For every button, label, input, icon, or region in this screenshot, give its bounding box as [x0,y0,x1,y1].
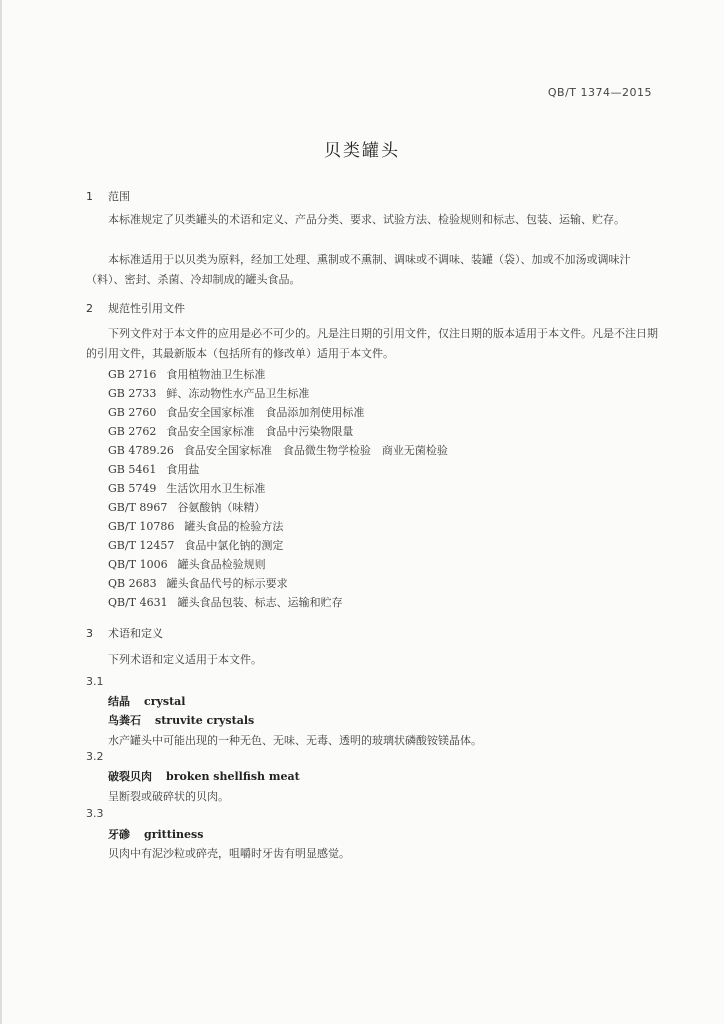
paragraph: 下列文件对于本文件的应用是必不可少的。凡是注日期的引用文件，仅注日期的版本适用于本文件。凡是不注日期的引用文件，其最新版本（包括所有的修改单）适用于本文件。 [86,327,658,360]
section-1-heading [86,188,130,204]
reference-title: 罐头食品检验规则 [177,558,266,571]
reference-title: 食用植物油卫生标准 [166,368,266,381]
reference-code: GB 2762 [108,425,157,438]
reference-item [108,499,265,515]
reference-item [108,556,266,572]
reference-title: 食品安全国家标准 食品微生物学检验 商业无菌检验 [183,444,448,457]
reference-title: 罐头食品代号的标示要求 [166,577,288,590]
section-title: 术语和定义 [108,627,163,640]
reference-title: 食品安全国家标准 食品中污染物限量 [166,425,354,438]
reference-code: GB 2733 [108,387,157,400]
reference-code: GB/T 8967 [108,501,168,514]
reference-title: 食品中氯化钠的测定 [184,539,284,552]
reference-item [108,594,343,610]
term-heading [108,693,185,709]
term-en: struvite crystals [155,714,255,727]
standard-code: QB/T 1374—2015 [547,86,652,99]
paragraph: 本标准适用于以贝类为原料，经加工处理、熏制或不熏制、调味或不调味、装罐（袋）、加或不加汤或调味汁（料）、密封、杀菌、冷却制成的罐头食品。 [86,253,631,286]
reference-item [108,442,448,458]
term-zh: 破裂贝肉 [108,770,152,783]
reference-item [108,575,288,591]
section-title: 范围 [108,190,130,203]
term-heading [108,768,300,784]
reference-code: QB 2683 [108,577,157,590]
term-zh: 牙碜 [108,828,130,841]
reference-title: 生活饮用水卫生标准 [166,482,266,495]
paragraph: 本标准规定了贝类罐头的术语和定义、产品分类、要求、试验方法、检验规则和标志、包装、运输、贮存。 [108,213,625,226]
section-number: 2 [86,302,93,315]
reference-code: QB/T 1006 [108,558,168,571]
reference-title: 食用盐 [166,463,200,476]
term-en: crystal [144,695,186,708]
reference-code: GB/T 12457 [108,539,175,552]
term-en: grittiness [144,828,204,841]
reference-title: 食品安全国家标准 食品添加剂使用标准 [166,406,365,419]
reference-item [108,423,353,439]
reference-code: GB 2760 [108,406,157,419]
term-heading [108,826,203,842]
term-zh: 鸟粪石 [108,714,141,727]
term-definition: 呈断裂或破碎状的贝肉。 [108,790,229,803]
term-en: broken shellfish meat [166,770,300,783]
term-definition: 贝肉中有泥沙粒或碎壳，咀嚼时牙齿有明显感觉。 [108,847,350,860]
term-number: 3.1 [86,675,104,688]
reference-title: 鲜、冻动物性水产品卫生标准 [166,387,310,400]
reference-code: GB 4789.26 [108,444,174,457]
reference-item [108,385,309,401]
reference-item [108,537,283,553]
reference-code: QB/T 4631 [108,596,168,609]
reference-item [108,404,364,420]
reference-title: 谷氨酸钠（味精） [177,501,266,514]
reference-title: 罐头食品的检验方法 [184,520,284,533]
term-zh: 结晶 [108,695,130,708]
section-number: 3 [86,627,93,640]
reference-code: GB/T 10786 [108,520,175,533]
section-title: 规范性引用文件 [108,302,185,315]
term-number: 3.3 [86,807,104,820]
reference-code: GB 2716 [108,368,157,381]
reference-item [108,480,265,496]
reference-item [108,366,265,382]
reference-code: GB 5461 [108,463,157,476]
reference-title: 罐头食品包装、标志、运输和贮存 [177,596,343,609]
section-2-heading [86,300,185,316]
reference-item [108,518,283,534]
term-definition: 水产罐头中可能出现的一种无色、无味、无毒、透明的玻璃状磷酸铵镁晶体。 [108,734,482,747]
page-title: 贝类罐头 [324,141,400,161]
section-number: 1 [86,190,93,203]
reference-code: GB 5749 [108,482,157,495]
paragraph: 下列术语和定义适用于本文件。 [108,653,262,666]
term-number: 3.2 [86,750,104,763]
section-3-heading [86,625,163,641]
term-synonym [108,712,254,728]
reference-item [108,461,199,477]
